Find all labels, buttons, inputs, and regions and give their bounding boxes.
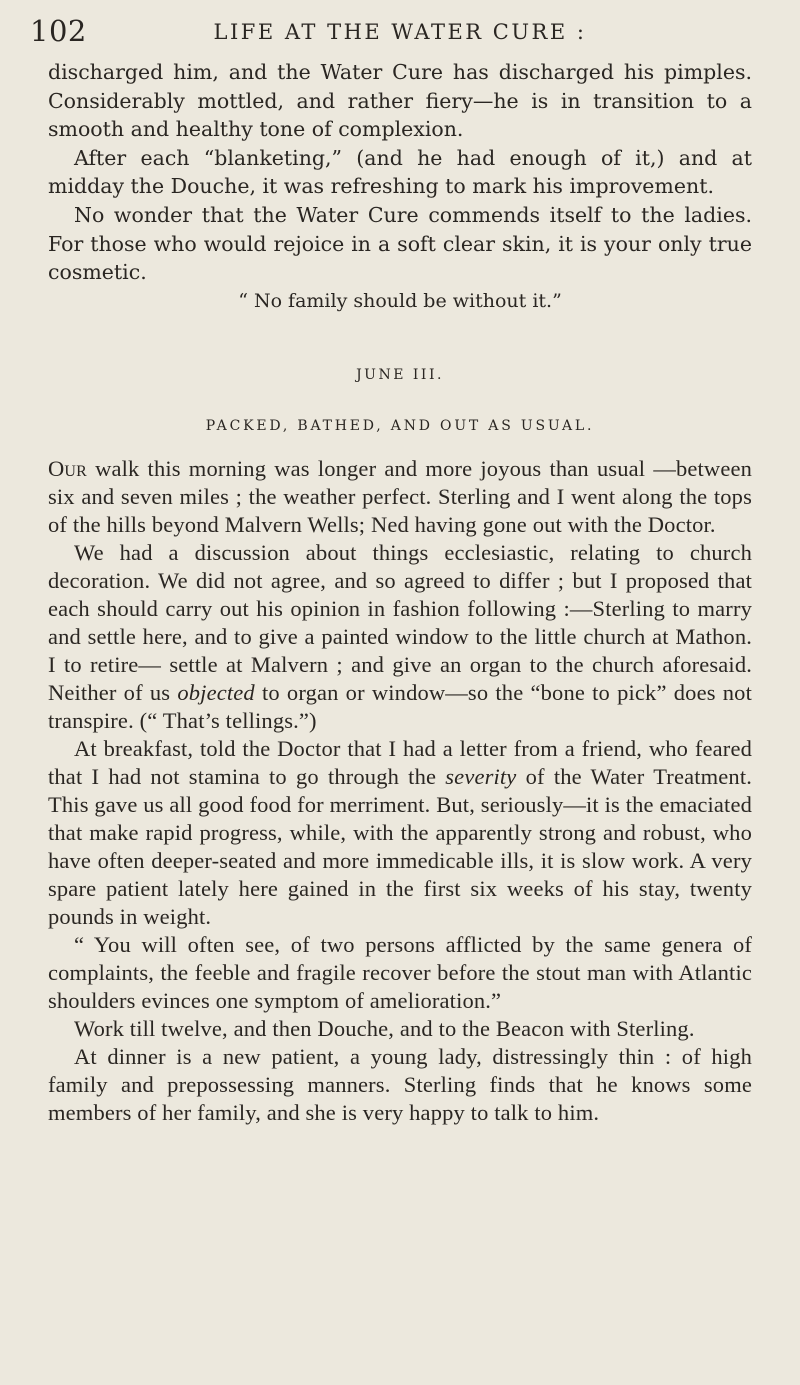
paragraph-text: walk this morning was longer and more joyous than usual —between six and seven miles ; the weather perfect. Sterling and I went along the tops of the hills beyond Malvern Wells; Ned having gone out with the Doctor. [48, 455, 752, 537]
paragraph [48, 455, 752, 539]
continued-paragraph: discharged him, and the Water Cure has discharged his pimples. Considerably mottled, and rather fiery—he is in transition to a smooth and healthy tone of complexion. [48, 60, 752, 142]
paragraph: After each “blanketing,” (and he had enough of it,) and at midday the Douche, it was refreshing to mark his improvement. [48, 145, 752, 199]
paragraph [48, 539, 752, 735]
paragraph: At dinner is a new patient, a young lady, distressingly thin : of high family and prepossessing manners. Sterling finds that he knows some members of her family, and she is very happy to talk to him. [48, 1043, 752, 1125]
italic-word: severity [445, 763, 517, 789]
opening-word: Our [48, 455, 87, 481]
paragraph: Work till twelve, and then Douche, and to the Beacon with Sterling. [74, 1015, 695, 1041]
paragraph-text: to organ or window—so the “bone to pick” does not transpire. (“ That’s tellings.”) [48, 679, 752, 733]
paragraph-text: We had a discussion about things ecclesiastic, relating to church decoration. We did not agree, and so agreed to differ ; but I proposed that each should carry out his opinion in fashion following :—Sterling to marry and settle here, and to give a painted window to the little church at Mathon. I to retire— settle at Malvern ; and give an organ to the church aforesaid. Neither of us [48, 539, 752, 705]
page-header [30, 14, 770, 54]
paragraph [48, 735, 752, 931]
paragraph-text: At breakfast, told the Doctor that I had a letter from a friend, who feared that I had not stamina to go through the [48, 735, 752, 789]
entry-date: JUNE III. [356, 367, 444, 384]
running-head: LIFE AT THE WATER CURE : [213, 20, 587, 44]
page-body [48, 58, 752, 1127]
paragraph: “ You will often see, of two persons afflicted by the same genera of complaints, the feeble and fragile recover before the stout man with Atlantic shoulders evinces one symptom of amelioration.” [48, 931, 752, 1013]
page-number: 102 [30, 14, 87, 48]
diary-entry [48, 455, 752, 1127]
paragraph-text: of the Water Treatment. This gave us all good food for merriment. But, seriously—it is the emaciated that make rapid progress, while, with the apparently strong and robust, who have often deeper-seated and more immedicable ills, it is slow work. A very spare patient lately here gained in the first six weeks of his stay, twenty pounds in weight. [48, 763, 752, 929]
entry-subhead: PACKED, BATHED, AND OUT AS USUAL. [205, 417, 595, 434]
italic-word: objected [177, 679, 255, 705]
paragraph: No wonder that the Water Cure commends itself to the ladies. For those who would rejoice in a soft clear skin, it is your only true cosmetic. [48, 202, 752, 285]
quoted-line: “ No family should be without it.” [238, 289, 562, 312]
